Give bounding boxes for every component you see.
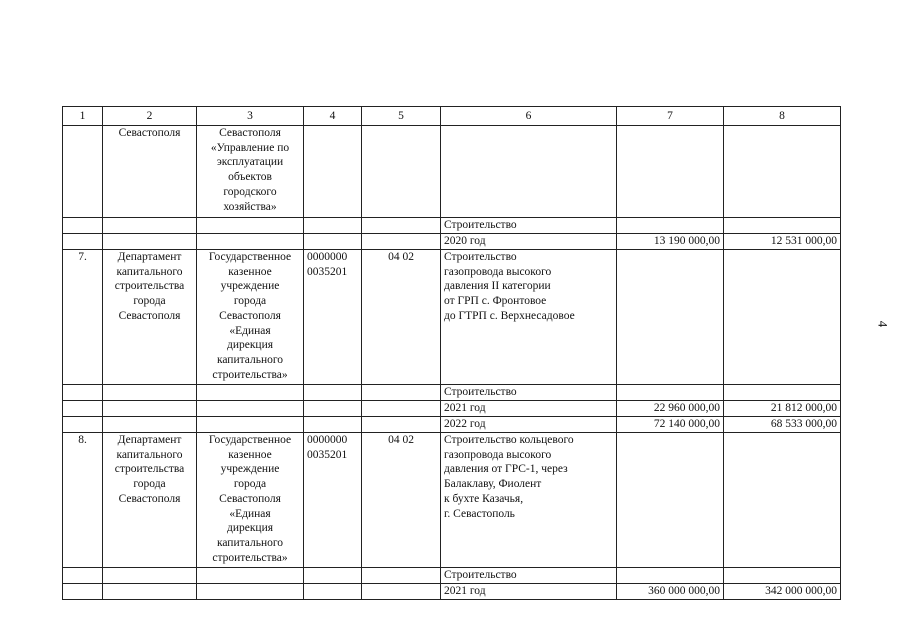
table-row — [63, 417, 841, 433]
description-cell: Строительство газопровода высокого давления II категории от ГРП с. Фронтовое до ГТРП с. Верхнесадовое — [441, 250, 617, 385]
table-row — [63, 401, 841, 417]
code-cell: 0000000 0035201 — [304, 250, 362, 385]
year-label: 2020 год — [441, 234, 617, 250]
table-row — [63, 234, 841, 250]
header-cell: 8 — [724, 107, 841, 126]
section-code-cell: 04 02 — [362, 250, 441, 385]
amount-cell: 21 812 000,00 — [724, 401, 841, 417]
amount-cell: 342 000 000,00 — [724, 584, 841, 600]
amount-cell: 22 960 000,00 — [617, 401, 724, 417]
amount-cell: 12 531 000,00 — [724, 234, 841, 250]
section-label: Строительство — [441, 218, 617, 234]
amount-cell: 13 190 000,00 — [617, 234, 724, 250]
header-cell: 4 — [304, 107, 362, 126]
amount-cell: 68 533 000,00 — [724, 417, 841, 433]
year-label: 2022 год — [441, 417, 617, 433]
header-cell: 2 — [103, 107, 197, 126]
header-cell: 3 — [197, 107, 304, 126]
section-label: Строительство — [441, 568, 617, 584]
table-row — [63, 584, 841, 600]
page-number: 4 — [875, 320, 891, 328]
table-row — [63, 385, 841, 401]
organization-cell: Государственное казенное учреждение города Севастополя «Единая дирекция капитального строительства» — [197, 433, 304, 568]
year-label: 2021 год — [441, 401, 617, 417]
header-cell: 5 — [362, 107, 441, 126]
table-row — [63, 218, 841, 234]
header-row — [63, 107, 841, 126]
header-cell: 1 — [63, 107, 103, 126]
amount-cell: 360 000 000,00 — [617, 584, 724, 600]
section-label: Строительство — [441, 385, 617, 401]
table-row — [63, 250, 841, 385]
department-cell: Департамент капитального строительства города Севастополя — [103, 250, 197, 385]
amount-cell: 72 140 000,00 — [617, 417, 724, 433]
description-cell: Строительство кольцевого газопровода высокого давления от ГРС-1, через Балаклаву, Фиолент к бухте Казачья, г. Севастополь — [441, 433, 617, 568]
row-number: 8. — [63, 433, 103, 568]
header-cell: 6 — [441, 107, 617, 126]
section-code-cell: 04 02 — [362, 433, 441, 568]
table-row — [63, 568, 841, 584]
year-label: 2021 год — [441, 584, 617, 600]
organization-cell: Государственное казенное учреждение города Севастополя «Единая дирекция капитального строительства» — [197, 250, 304, 385]
table-row — [63, 126, 841, 218]
code-cell: 0000000 0035201 — [304, 433, 362, 568]
row-number: 7. — [63, 250, 103, 385]
organization-cell: Севастополя «Управление по эксплуатации объектов городского хозяйства» — [197, 126, 304, 218]
department-cell: Севастополя — [103, 126, 197, 218]
table-row — [63, 433, 841, 568]
department-cell: Департамент капитального строительства города Севастополя — [103, 433, 197, 568]
budget-table — [62, 106, 841, 600]
header-cell: 7 — [617, 107, 724, 126]
